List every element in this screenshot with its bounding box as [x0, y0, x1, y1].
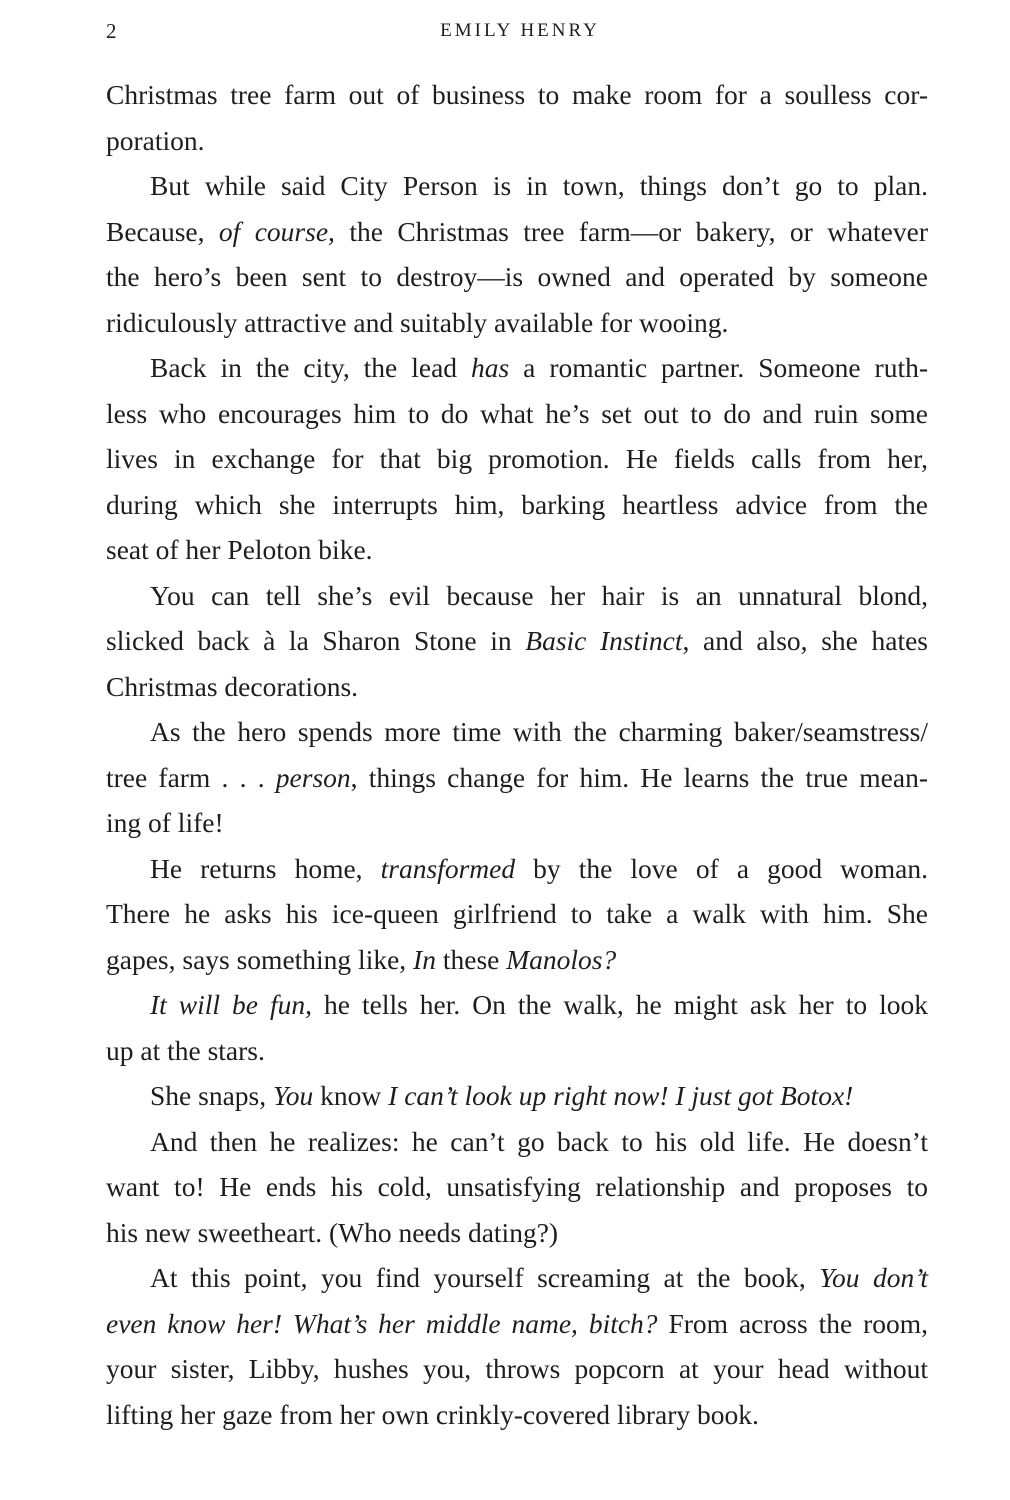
text-line: his new sweetheart. (Who needs dating?): [106, 1216, 559, 1248]
text-line: less who encourages him to do what he’s set out to do and ruin some: [106, 397, 928, 429]
italic-text: person: [275, 761, 351, 793]
italic-text: In: [413, 943, 436, 975]
text-line: Because, of course, the Christmas tree farm—or bakery, or whatever: [106, 215, 928, 247]
text-line: There he asks his ice-queen girlfriend to take a walk with him. She: [106, 898, 928, 929]
text-line: gapes, says something like, In these Manolos?: [106, 943, 617, 975]
text-line: At this point, you find yourself screaming at the book, You don’t: [150, 1262, 928, 1293]
text-line: ing of life!: [106, 807, 224, 838]
italic-text: even know her! What’s her middle name, bitch?: [106, 1307, 658, 1339]
text-line: slicked back à la Sharon Stone in Basic Instinct, and also, she hates: [106, 625, 928, 656]
page-number: 2: [106, 19, 117, 43]
text-line: lives in exchange for that big promotion. He fields calls from her,: [106, 443, 928, 474]
text-line: tree farm . . . person, things change for him. He learns the true mean-: [106, 761, 928, 793]
text-line: your sister, Libby, hushes you, throws popcorn at your head without: [106, 1353, 928, 1384]
italic-text: Manolos?: [506, 943, 617, 975]
italic-text: You: [273, 1080, 314, 1111]
text-line: And then he realizes: he can’t go back to his old life. He doesn’t: [150, 1125, 928, 1157]
body-text: [106, 72, 928, 1437]
text-line: poration.: [106, 124, 205, 156]
italic-text: Basic Instinct: [525, 625, 683, 656]
text-line: lifting her gaze from her own crinkly-covered library book.: [106, 1398, 759, 1430]
italic-text: of course,: [218, 215, 335, 247]
italic-text: It will be fun,: [150, 989, 313, 1020]
text-line: You can tell she’s evil because her hair is an unnatural blond,: [150, 579, 928, 611]
text-line: As the hero spends more time with the charming baker/seamstress/: [150, 716, 928, 747]
text-line: She snaps, You know I can’t look up right now! I just got Botox!: [150, 1080, 854, 1111]
text-line: during which she interrupts him, barking heartless advice from the: [106, 488, 928, 520]
italic-text: You don’t: [819, 1262, 928, 1293]
italic-text: I can’t look up right now! I just got Botox!: [388, 1080, 854, 1111]
running-head: EMILY HENRY: [440, 20, 600, 41]
text-line: Back in the city, the lead has a romantic partner. Someone ruth-: [150, 352, 928, 383]
text-line: want to! He ends his cold, unsatisfying relationship and proposes to: [106, 1171, 928, 1202]
text-line: even know her! What’s her middle name, bitch? From across the room,: [106, 1307, 928, 1339]
text-line: But while said City Person is in town, things don’t go to plan.: [150, 170, 928, 201]
text-line: ridiculously attractive and suitably available for wooing.: [106, 306, 729, 338]
text-line: Christmas tree farm out of business to make room for a soulless cor-: [106, 79, 928, 110]
text-line: up at the stars.: [106, 1034, 265, 1066]
italic-text: transformed: [380, 852, 516, 884]
text-line: Christmas decorations.: [106, 670, 359, 702]
text-line: seat of her Peloton bike.: [106, 534, 373, 565]
text-line: He returns home, transformed by the love of a good woman.: [150, 852, 929, 884]
italic-text: has: [471, 352, 510, 383]
text-line: It will be fun, he tells her. On the walk, he might ask her to look: [150, 989, 928, 1020]
text-line: the hero’s been sent to destroy—is owned and operated by someone: [106, 261, 928, 292]
